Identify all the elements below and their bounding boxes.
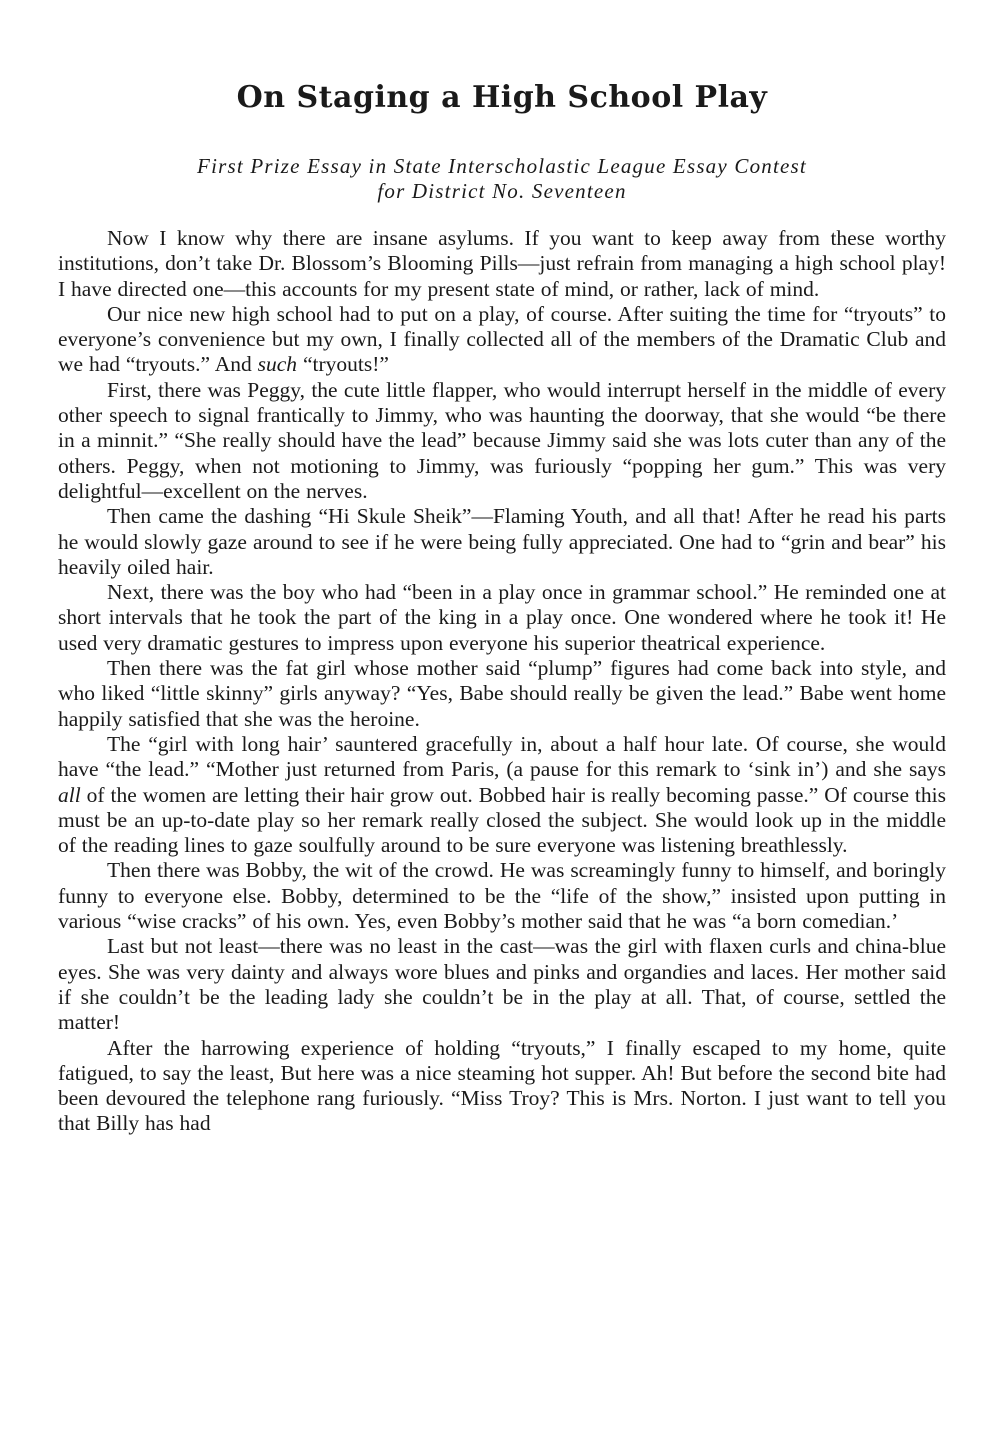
essay-paragraph [58, 858, 946, 934]
subtitle-line-1: First Prize Essay in State Interscholastic League Essay Contest [197, 154, 807, 178]
emphasis-text: such [257, 352, 298, 377]
essay-paragraph [58, 732, 946, 858]
paragraph-text: Next, there was the boy who had “been in a play once in grammar school.” He reminded one at short intervals that he took the part of the king in a play once. One wondered where he took it! He used very dramatic gestures to impress upon everyone his superior theatrical experience. [58, 580, 946, 655]
paragraph-text: Then there was the fat girl whose mother said “plump” figures had come back into style, and who liked “little skinny” girls anyway? “Yes, Babe should really be given the lead.” Babe went home happily satisfied that she was the heroine. [58, 656, 946, 731]
paragraph-text: Now I know why there are insane asylums. If you want to keep away from these worthy institutions, don’t take Dr. Blossom’s Blooming Pills—just refrain from managing a high school play! I have directed one—this accounts for my present state of mind, or rather, lack of mind. [58, 226, 946, 301]
essay-body [58, 226, 946, 1137]
essay-paragraph [58, 378, 946, 504]
paragraph-text: of the women are letting their hair grow out. Bobbed hair is really becoming passe.” Of course this must be an up-to-date play so her remark really closed the subject. She would look up in the middle of the reading lines to gaze soulfully around to be sure everyone was listening breathlessly. [58, 782, 946, 858]
paragraph-text: Then came the dashing “Hi Skule Sheik”—Flaming Youth, and all that! After he read his parts he would slowly gaze around to see if he were being fully appreciated. One had to “grin and bear” his heavily oiled hair. [58, 504, 946, 579]
essay-subtitle [58, 154, 946, 204]
essay-paragraph [58, 302, 946, 378]
essay-paragraph [58, 1036, 946, 1137]
essay-paragraph [58, 226, 946, 302]
paragraph-text: The “girl with long hair’ sauntered gracefully in, about a half hour late. Of course, she would have “the lead.” “Mother just returned from Paris, (a pause for this remark to ‘sink in’) and she says [58, 731, 946, 782]
paragraph-text: Last but not least—there was no least in the cast—was the girl with flaxen curls and china-blue eyes. She was very dainty and always wore blues and pinks and organdies and laces. Her mother said if she couldn’t be the leading lady she couldn’t be in the play at all. That, of course, settled the matter! [58, 934, 946, 1035]
essay-paragraph [58, 934, 946, 1035]
paragraph-text: After the harrowing experience of holding “tryouts,” I finally escaped to my home, quite fatigued, to say the least, But here was a nice steaming hot supper. Ah! But before the second bite had been devoured the telephone rang furiously. “Miss Troy? This is Mrs. Norton. I just want to tell you that Billy has had [58, 1035, 946, 1136]
essay-paragraph [58, 580, 946, 656]
subtitle-line-2: for District No. Seventeen [377, 179, 627, 203]
paragraph-text: First, there was Peggy, the cute little flapper, who would interrupt herself in the middle of every other speech to signal frantically to Jimmy, who was haunting the doorway, that she would “be there in a minnit.” “She really should have the lead” because Jimmy said she was lots cuter than any of the others. Peggy, when not motioning to Jimmy, was furiously “popping her gum.” This was very delightful—excellent on the nerves. [58, 377, 946, 503]
paragraph-text: Then there was Bobby, the wit of the crowd. He was screamingly funny to himself, and boringly funny to everyone else. Bobby, determined to be the “life of the show,” insisted upon putting in various “wise cracks” of his own. Yes, even Bobby’s mother said that he was “a born comedian.’ [58, 858, 946, 934]
essay-title: On Staging a High School Play [236, 80, 768, 115]
essay-paragraph [58, 656, 946, 732]
paragraph-text: Our nice new high school had to put on a play, of course. After suiting the time for “tryouts” to everyone’s convenience but my own, I finally collected all of the members of the Dramatic Club and we had “tryouts.” And [58, 301, 946, 377]
emphasis-text: all [58, 782, 81, 807]
essay-paragraph [58, 504, 946, 580]
essay-page [58, 78, 946, 1137]
paragraph-text: “tryouts!” [297, 352, 389, 377]
